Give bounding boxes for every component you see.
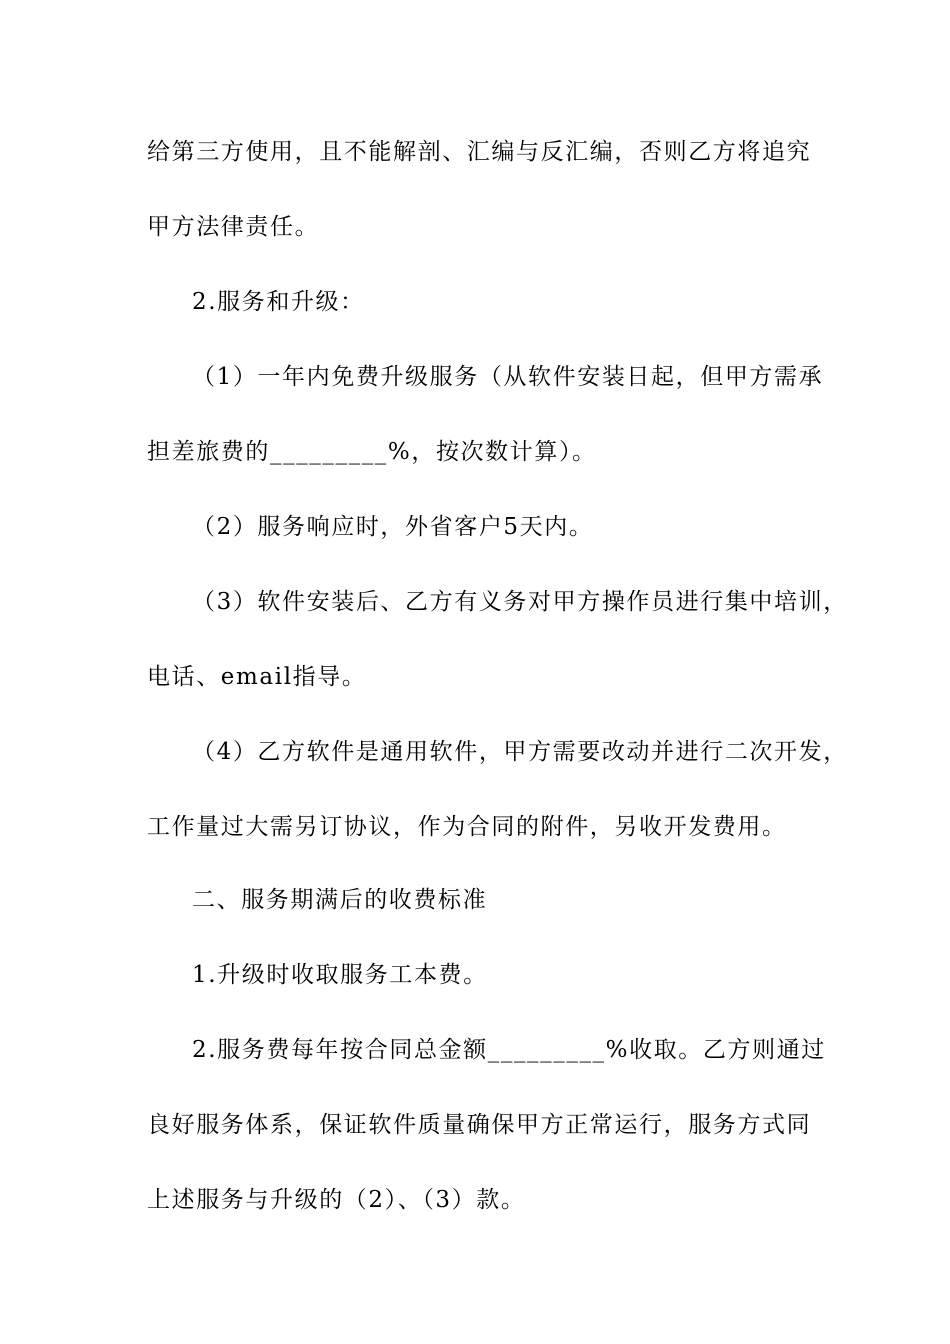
- clause-1-line: （1）一年内免费升级服务（从软件安装日起，但甲方需承: [192, 364, 824, 390]
- body-text-line: 给第三方使用，且不能解剖、汇编与反汇编，否则乙方将追究: [147, 139, 812, 165]
- clause-3-line: （3）软件安装后、乙方有义务对甲方操作员进行集中培训，: [192, 589, 848, 615]
- fee-item-2-line: 2.服务费每年按合同总金额_________%收取。乙方则通过: [192, 1037, 826, 1063]
- section-heading-fee-standard: 二、服务期满后的收费标准: [192, 887, 488, 913]
- fee-item-2-line: 上述服务与升级的（2）、（3）款。: [147, 1187, 526, 1213]
- clause-4-line: 工作量过大需另订协议，作为合同的附件，另收开发费用。: [147, 814, 787, 840]
- clause-3-line: 电话、email指导。: [147, 664, 367, 690]
- clause-4-line: （4）乙方软件是通用软件，甲方需要改动并进行二次开发，: [192, 739, 848, 765]
- fee-item-2-line: 良好服务体系，保证软件质量确保甲方正常运行，服务方式同: [147, 1112, 812, 1138]
- clause-2-line: （2）服务响应时，外省客户5天内。: [192, 514, 594, 540]
- clause-1-line: 担差旅费的_________%，按次数计算）。: [147, 439, 597, 465]
- fee-item-1-line: 1.升级时收取服务工本费。: [192, 962, 488, 988]
- body-text-line: 甲方法律责任。: [147, 214, 320, 240]
- section-heading-service-upgrade: 2.服务和升级：: [192, 289, 365, 315]
